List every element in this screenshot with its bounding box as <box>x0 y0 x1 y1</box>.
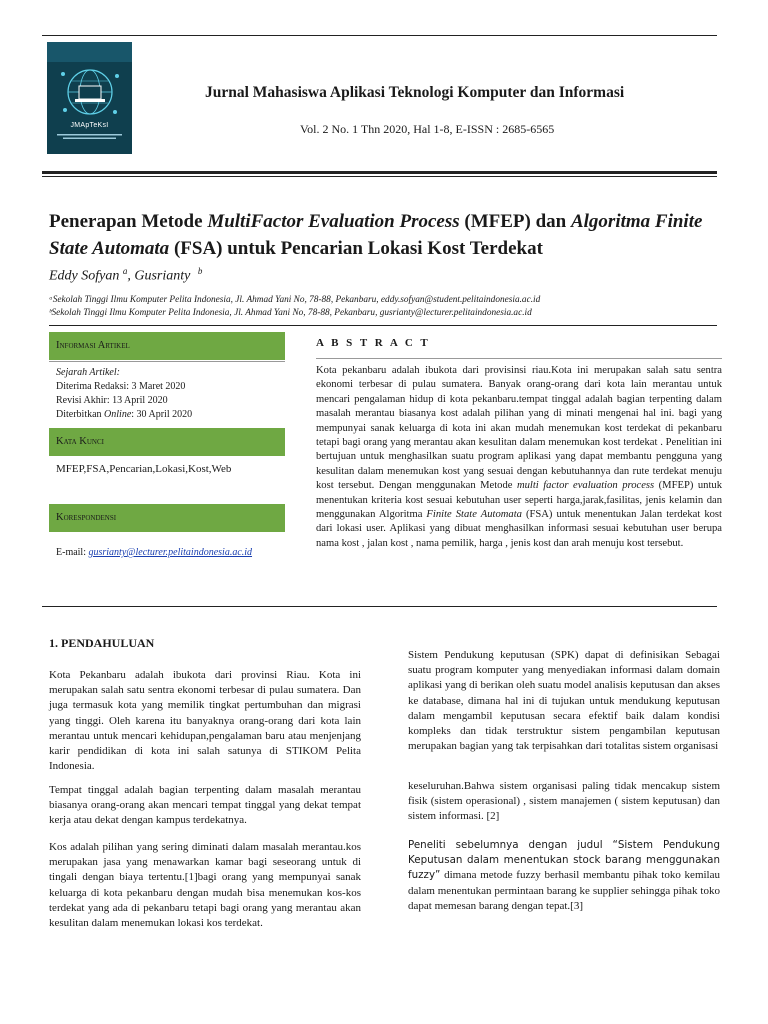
article-title: Penerapan Metode MultiFactor Evaluation Process (MFEP) dan Algoritma Finite State Automata (FSA) untuk Pencarian Lokasi Kost Terdekat <box>49 211 703 259</box>
journal-cover-logo <box>47 42 132 154</box>
affiliation-rule <box>49 325 717 326</box>
history-received: Diterima Redaksi: 3 Maret 2020 <box>56 381 186 392</box>
history-revised: Revisi Akhir: 13 April 2020 <box>56 395 168 406</box>
info-underline <box>49 361 285 362</box>
abstract-underline <box>316 358 722 359</box>
body-right-paragraph-1: Sistem Pendukung keputusan (SPK) dapat di definisikan Sebagai suatu program komputer yang menyediakan informasi dalam domain aplikasi yang di berikan oleh suatu model analisis keputusan dan akses ke database, dimana hal ini di tujukan untuk mendukung keputusan dalam mengambil keputusan secara efektif baik dalam kondisi kompleks dan tidak terstruktur sistem pengambilan keputusan merupakan bagian yang tak terpisahkan dari totalitas sistem organisasi <box>408 649 720 753</box>
keywords-heading: Kata Kunci <box>49 428 285 456</box>
correspondence-email: E-mail: gusrianty@lecturer.pelitaindonesia.ac.id <box>56 547 253 558</box>
correspondence-heading: Korespondensi <box>49 504 285 532</box>
email-link[interactable]: gusrianty@lecturer.pelitaindonesia.ac.id <box>88 547 253 558</box>
globe-icon <box>57 62 123 122</box>
header-rule-thick <box>42 171 717 174</box>
history-published: Diterbitkan Online: 30 April 2020 <box>56 409 193 420</box>
affiliation-b: ᵇSekolah Tinggi Ilmu Komputer Pelita Indonesia, Jl. Ahmad Yani No, 78-88, Pekanbaru, gusrianty@lecturer.pelitaindonesia.ac.id <box>49 308 532 318</box>
section-heading: 1. PENDAHULUAN <box>49 636 155 650</box>
history-label: Sejarah Artikel: <box>56 367 120 378</box>
article-history <box>56 366 192 422</box>
abstract-heading: A B S T R A C T <box>316 337 431 349</box>
body-left-paragraph-3: Kos adalah pilihan yang sering diminati dalam masalah merantau.kos merupakan jasa yang menawarkan kamar bagi seseorang untuk di tingali dengan biaya tertentu.[1]bagi orang yang mempunyai sanak keluarga di kota pekanbaru dengan mudah bisa menemukan kos-kos terdekat yang ada di pekanbaru tetapi bagi orang yang merantau akan kesulitan dalam menemukan lokasi kos terdekat. <box>49 841 361 930</box>
cover-brand: JMApTeKsI <box>70 122 109 129</box>
keywords: MFEP,FSA,Pencarian,Lokasi,Kost,Web <box>56 463 232 475</box>
body-right-paragraph-2: keseluruhan.Bahwa sistem organisasi paling tidak mencakup sistem fisik (sistem operasional) , sistem manajemen ( sistem keputusan) dan sistem informasi. [2] <box>408 780 720 823</box>
journal-volume: Vol. 2 No. 1 Thn 2020, Hal 1-8, E-ISSN : 2685-6565 <box>300 122 555 136</box>
journal-name: Jurnal Mahasiswa Aplikasi Teknologi Komputer dan Informasi <box>205 84 625 101</box>
top-rule <box>42 35 717 36</box>
body-right-paragraph-3: Peneliti sebelumnya dengan judul “Sistem Pendukung Keputusan dalam menentukan stock barang menggunakan fuzzy” dimana metode fuzzy berhasil membantu pihak toko kemilau dalam menentukan permintaan barang ke supplier sehingga pihak toko dapat memesan barang dengan tepat.[3] <box>408 839 720 912</box>
cover-subtitle-lines <box>51 134 128 140</box>
article-info-heading: Informasi Artikel <box>49 332 285 360</box>
abstract-bottom-rule <box>42 606 717 607</box>
header-rule-thin <box>42 176 717 177</box>
authors: Eddy Sofyan $^a$, Gusrianty $^b$ <box>49 266 203 284</box>
abstract-text: Kota pekanbaru adalah ibukota dari provisinsi riau.Kota ini merupakan salah satu sentra ekonomi terbesar di pulau sumatera. Banyak orang-orang dari kota lain merantau untuk mencari pengalaman hidup di kota pekanbaru.tempat tinggal adalah bagian terpenting dalam masalah merantau biasanya kost adalah pilihan yang di minati mengenai hal ini. bagi yang mempunyai sanak keluarga di kota ini akan mudah menemukan kost terdekat di pekanbaru tetapi bagi orang yang merantau akan kesulitan dalam menemukan kost terdekat . Penelitian ini bertujuan untuk menghasilkan suatu program aplikasi yang dapat membantu pengguna yang kesulitan dalam menemukan kost yang sesuai dengan kebutuhannya dan rute terdekat menuju kost tersebut. Dengan menggunakan Metode multi factor evaluation process (MFEP) untuk menentukan kriteria kost sesuai kebutuhan user seperti harga,jarak,fasilitas, jenis kelamin dan menggunakan Algoritma Finite State Automata (FSA) untuk menentukan Jalan terdekat kost dari lokasi user. Aplikasi yang dibuat menghasilkan informasi sesuai kebutuhan user berupa nama kost , jalan kost , nama pemilik, harga , jenis kost dan arah menuju kost tersebut. <box>316 365 722 549</box>
body-left-paragraph-2: Tempat tinggal adalah bagian terpenting dalam masalah merantau biasanya orang-orang akan mencari tempat tinggal yang dekat tempat kerja atau dekat dengan kampus terdekatnya. <box>49 784 361 827</box>
body-left-paragraph-1: Kota Pekanbaru adalah ibukota dari provinsi Riau. Kota ini merupakan salah satu sentra ekonomi terbesar di pulau sumatera. Dan juga termasuk kota yang memilik tingkat pertumbuhan dan migrasi yang tinggi. Oleh karena itu banyaknya orang-orang dari kota lain merantau untuk mencari kehidupan,pengalaman baru atau menjenjang karir pendidikan di kota ini salah satunya di STIKOM Pelita Indonesia. <box>49 669 361 773</box>
affiliation-a: ᵃSekolah Tinggi Ilmu Komputer Pelita Indonesia, Jl. Ahmad Yani No, 78-88, Pekanbaru, eddy.sofyan@student.pelitaindonesia.ac.id <box>49 295 541 305</box>
